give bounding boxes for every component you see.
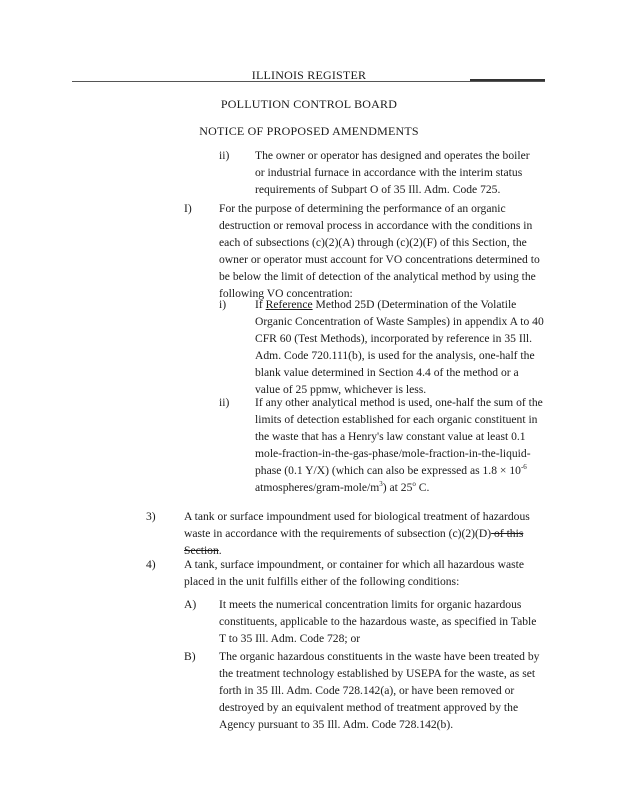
item-3-text: A tank or surface impoundment used for biological treatment of hazardous waste in accordance with the requirements of subsection (c)(2)(D) of this Section. [184,510,530,557]
item-3-label: 3) [146,510,156,523]
item-I-ii-label: ii) [219,396,230,409]
item-I-text: For the purpose of determining the performance of an organic destruction or removal process in accordance with the conditions in each of subsections (c)(2)(A) through (c)(2)(F) of this Section, the owner or operator must account for VO concentrations determined to be below the limit of detection of the analytical method by using the following VO concentration: [219,202,540,300]
item-ii-label: ii) [219,149,230,162]
item-4-label: 4) [146,558,156,571]
item-4-A-text: It meets the numerical concentration limits for organic hazardous constituents, applicable to the hazardous waste, as specified in Table T to 35 Ill. Adm. Code 728; or [219,598,537,645]
board-title: POLLUTION CONTROL BOARD [220,97,398,111]
item-I-label: I) [184,202,192,215]
item-4-text: A tank, surface impoundment, or container for which all hazardous waste placed in the unit fulfills either of the following conditions: [184,558,524,588]
notice-title: NOTICE OF PROPOSED AMENDMENTS [199,124,419,138]
item-4-A-label: A) [184,598,197,611]
item-I-i-label: i) [219,298,227,311]
item-I-i-text: If Reference Method 25D (Determination of the Volatile Organic Concentration of Waste Samples) in appendix A to 40 CFR 60 (Test Methods), incorporated by reference in 35 Ill. Adm. Code 720.111(b), is used for the analysis, one-half the blank value determined in Section 4.4 of the method or a value of 25 ppmw, whichever is less. [255,298,544,396]
item-ii-text: The owner or operator has designed and operates the boiler or industrial furnace in accordance with the interim status requirements of Subpart O of 35 Ill. Adm. Code 725. [255,149,530,196]
item-I-ii-text: If any other analytical method is used, one-half the sum of the limits of detection established for each organic constituent in the waste that has a Henry's law constant value at least 0.1 mole-fraction-in-the-gas-phase/mole-fraction-in-the-liquid-phase (0.1 Y/X) (which can also be expressed as $1.8 \times 10^{-6}$ atmospheres/$gram-mole/m^3$) at 25$^o$ C. [255,396,543,494]
item-4-B-text: The organic hazardous constituents in the waste have been treated by the treatment technology established by USEPA for the waste, as set forth in 35 Ill. Adm. Code 728.142(a), or have been removed or destroyed by an equivalent method of treatment approved by the Agency pursuant to 35 Ill. Adm. Code 728.142(b). [219,650,540,731]
item-4-B-label: B) [184,650,196,663]
register-title: ILLINOIS REGISTER [251,68,367,82]
